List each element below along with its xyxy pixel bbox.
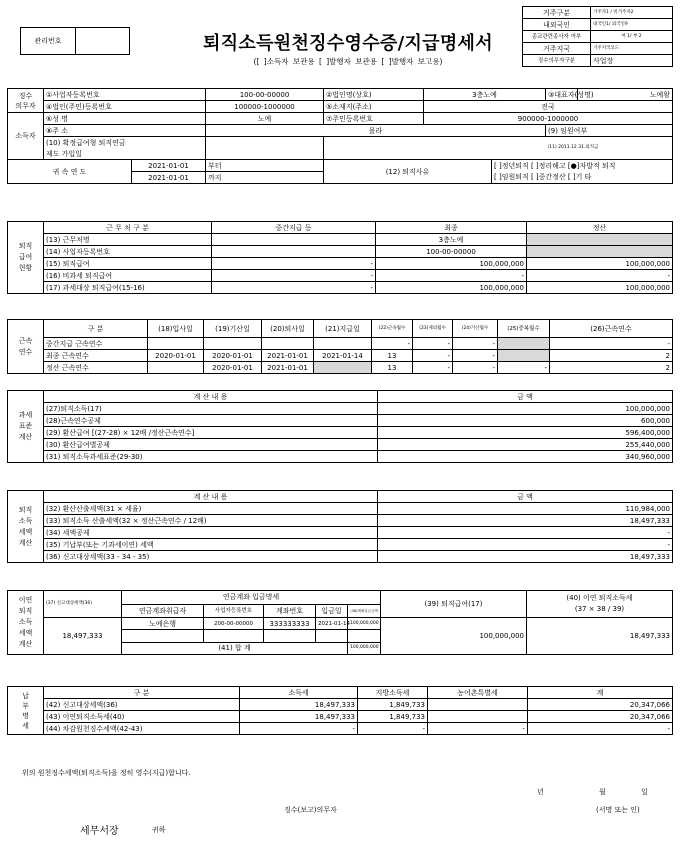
date-year: 년 xyxy=(537,788,544,796)
payroll-settle-value[interactable]: - xyxy=(527,270,673,282)
tenure-header-overlap: (25)중복월수 xyxy=(498,320,550,338)
management-number-label: 관리번호 xyxy=(21,28,76,55)
rep-label: ③대표자(성명) xyxy=(546,89,578,101)
taxcalc-amount[interactable]: - xyxy=(378,527,673,539)
payer-earner-table xyxy=(7,88,673,184)
tenure-cell[interactable]: 2020-01-01 xyxy=(204,350,262,362)
c40-label: (40) 이연 퇴직소득세 (37 × 38 / 39) xyxy=(527,591,673,618)
payroll-mid-value[interactable] xyxy=(212,234,376,246)
taxcalc-header-content: 계 산 내 용 xyxy=(44,491,378,503)
payer-section-label: 징수 의무자 xyxy=(8,89,44,113)
earner-rrn-label: ⑦주민등록번호 xyxy=(324,113,424,125)
payroll-row-label: (16) 비과세 퇴직급여 xyxy=(44,270,212,282)
table-row xyxy=(8,539,673,551)
religious-worker-label: 종교관련종사자 여부 xyxy=(523,31,591,43)
withholder-type-label: 징수의무자구분 xyxy=(523,55,591,67)
form-title: 퇴직소득원천징수영수증/지급명세서 xyxy=(203,33,493,54)
table-row xyxy=(8,618,673,630)
tenure-cell[interactable]: 2020-01-01 xyxy=(148,350,204,362)
payment-header-type: 구 분 xyxy=(44,687,240,699)
tenure-cell[interactable]: - xyxy=(413,362,453,374)
table-row xyxy=(8,723,673,735)
tenure-cell[interactable]: 2021-01-14 xyxy=(314,350,372,362)
taxbase-row-label: (30) 환산급여별공제 xyxy=(44,439,378,451)
payroll-header-type: 근 무 처 구 분 xyxy=(44,222,212,234)
pension-total-label: (41) 합 계 xyxy=(122,642,348,654)
taxcalc-amount[interactable]: 110,984,000 xyxy=(378,503,673,515)
payment-table xyxy=(7,686,673,735)
pension-bizno[interactable]: 200-00-00000 xyxy=(204,618,264,630)
tenure-row-label: 중간지급 근속연수 xyxy=(44,338,148,350)
taxbase-header-content: 계 산 내 용 xyxy=(44,391,378,403)
rep-value[interactable]: 노예왕 xyxy=(578,89,673,101)
pension-amount-blank[interactable] xyxy=(348,630,381,642)
c40-value[interactable]: 18,497,333 xyxy=(527,618,673,655)
tenure-header-years: (26)근속연수 xyxy=(550,320,673,338)
table-row xyxy=(8,551,673,563)
taxcalc-row-label: (32) 환산산출세액(31 × 세율) xyxy=(44,503,378,515)
religious-worker-value[interactable]: 여 1/ 부 2 xyxy=(591,31,673,43)
tax-base-table xyxy=(7,390,673,463)
tenure-header-months: (22)근속월수 xyxy=(372,320,413,338)
table-row xyxy=(8,515,673,527)
withholder-label: 징수(보고)의무자 xyxy=(284,806,337,814)
pension-join-date[interactable] xyxy=(206,137,324,160)
tenure-header-paid: (21)지급일 xyxy=(314,320,372,338)
earner-name-value[interactable]: 노예 xyxy=(206,113,324,125)
pension-label-2: 제도 가입일 xyxy=(44,148,206,160)
retire-reason-line-1[interactable]: [ ]정년퇴직 [ ]정리해고 [●]자발적 퇴직 xyxy=(492,160,673,172)
payroll-settle-value xyxy=(527,246,673,258)
table-row xyxy=(8,711,673,723)
honorific-label: 귀하 xyxy=(152,826,166,834)
table-row xyxy=(8,699,673,711)
c37-value[interactable]: 18,497,333 xyxy=(44,618,122,655)
payment-cell[interactable]: - xyxy=(528,723,673,735)
tenure-cell[interactable] xyxy=(314,338,372,350)
tenure-header-join: (18)입사일 xyxy=(148,320,204,338)
taxbase-row-label: (27)퇴직소득(17) xyxy=(44,403,378,415)
payment-header-rural: 농어촌특별세 xyxy=(428,687,528,699)
payment-cell[interactable]: - xyxy=(358,723,428,735)
tenure-row-label: 정산 근속연수 xyxy=(44,362,148,374)
taxbase-amount[interactable]: 600,000 xyxy=(378,415,673,427)
c39-label: (39) 퇴직급여(17) xyxy=(381,591,527,618)
payroll-mid-value[interactable]: - xyxy=(212,282,376,294)
tenure-cell[interactable]: - xyxy=(413,338,453,350)
taxcalc-row-label: (33) 퇴직소득 산출세액(32 × 정산근속연수 / 12배) xyxy=(44,515,378,527)
table-row xyxy=(8,503,673,515)
payment-cell[interactable]: 1,849,733 xyxy=(358,699,428,711)
tenure-cell[interactable]: - xyxy=(453,350,498,362)
pension-col-account: 계좌번호 xyxy=(264,604,316,618)
corp-reg-value[interactable]: 100000-1000000 xyxy=(206,101,324,113)
payroll-header-mid: 중간지급 등 xyxy=(212,222,376,234)
pension-col-provider: 연금계좌취급자 xyxy=(122,604,204,618)
period-to-suffix: 까지 xyxy=(206,172,324,184)
taxbase-amount[interactable]: 340,960,000 xyxy=(378,451,673,463)
table-row xyxy=(8,362,673,374)
pension-col-amount: (38)계좌입금금액 xyxy=(348,604,381,618)
payroll-final-value[interactable]: 100,000,000 xyxy=(376,258,527,270)
tenure-cell[interactable]: - xyxy=(498,362,550,374)
tenure-header-excluded: (23)제외월수 xyxy=(413,320,453,338)
payroll-final-value[interactable]: 100,000,000 xyxy=(376,282,527,294)
payment-row-label: (42) 신고대상세액(36) xyxy=(44,699,240,711)
tenure-cell[interactable] xyxy=(204,338,262,350)
c39-value[interactable]: 100,000,000 xyxy=(381,618,527,655)
tenure-cell[interactable] xyxy=(262,338,314,350)
table-row xyxy=(8,427,673,439)
pension-total-amount[interactable]: 100,000,000 xyxy=(348,642,381,654)
payroll-header-settle: 정산 xyxy=(527,222,673,234)
tax-office-label: 세무서장 xyxy=(80,826,119,837)
taxcalc-row-label: (34) 세액공제 xyxy=(44,527,378,539)
payroll-final-value[interactable]: 3층노예 xyxy=(376,234,527,246)
payroll-final-value[interactable]: 100-00-00000 xyxy=(376,246,527,258)
tenure-cell[interactable]: 13 xyxy=(372,350,413,362)
payment-cell[interactable] xyxy=(428,711,528,723)
payment-header-total: 계 xyxy=(528,687,673,699)
tenure-cell[interactable]: - xyxy=(453,362,498,374)
taxbase-section-label: 과세 표준 계산 xyxy=(8,391,44,463)
payroll-mid-value[interactable]: - xyxy=(212,270,376,282)
table-row xyxy=(8,234,673,246)
tax-calc-table xyxy=(7,490,673,563)
pension-statement-label: 연금계좌 입금명세 xyxy=(122,591,381,605)
payment-row-label: (44) 차감원천징수세액(42-43) xyxy=(44,723,240,735)
management-number-box xyxy=(20,27,130,55)
payroll-row-label: (17) 과세대상 퇴직급여(15-16) xyxy=(44,282,212,294)
date-month: 월 xyxy=(599,788,606,796)
period-from[interactable]: 2021-01-01 xyxy=(132,160,206,172)
pension-label-1: (10) 확정급여형 퇴직연금 xyxy=(44,137,206,149)
taxbase-amount[interactable]: 255,440,000 xyxy=(378,439,673,451)
management-number-value[interactable] xyxy=(76,28,130,55)
taxcalc-amount[interactable]: 18,497,333 xyxy=(378,515,673,527)
payroll-final-value[interactable]: - xyxy=(376,270,527,282)
residency-value[interactable]: 거주자1 / 비거주자2 xyxy=(591,7,673,19)
executive-label: (9) 임원여부 xyxy=(546,125,673,137)
payment-cell[interactable]: 18,497,333 xyxy=(240,711,358,723)
form-subtitle: ([ ]소득자 보관용 [ ]발행자 보관용 [ ]발행자 보고용) xyxy=(253,57,443,66)
tenure-section-label: 근속 연수 xyxy=(8,320,44,374)
taxbase-row-label: (29) 환산급여 [(27-28) × 12배 /정산근속연수] xyxy=(44,427,378,439)
nationality-value[interactable]: 내국인1/ 외국인9 xyxy=(591,19,673,31)
table-row xyxy=(8,338,673,350)
tenure-cell[interactable]: 2 xyxy=(550,350,673,362)
tenure-cell[interactable]: - xyxy=(550,338,673,350)
payroll-mid-value[interactable]: - xyxy=(212,258,376,270)
tenure-header-added: (24)가산월수 xyxy=(453,320,498,338)
payment-cell[interactable]: 18,497,333 xyxy=(240,699,358,711)
taxbase-amount[interactable]: 100,000,000 xyxy=(378,403,673,415)
table-row xyxy=(8,282,673,294)
pension-col-bizno: 사업자등록번호 xyxy=(204,604,264,618)
pension-amount[interactable]: 100,000,000 xyxy=(348,618,381,630)
tenure-header-leave: (20)퇴사일 xyxy=(262,320,314,338)
receipt-statement: 위의 원천징수세액(퇴직소득)을 정히 영수(지급)합니다. xyxy=(22,769,191,777)
tenure-cell[interactable]: 2021-01-01 xyxy=(262,362,314,374)
taxcalc-row-label: (35) 기납부(또는 기과세이연) 세액 xyxy=(44,539,378,551)
residency-label: 거주구분 xyxy=(523,7,591,19)
payroll-settle-value[interactable]: 100,000,000 xyxy=(527,258,673,270)
tenure-cell[interactable]: - xyxy=(453,338,498,350)
tenure-cell[interactable] xyxy=(148,362,204,374)
payment-cell[interactable]: - xyxy=(240,723,358,735)
corp-reg-label: ④법인(주민)등록번호 xyxy=(44,101,206,113)
tenure-cell xyxy=(314,362,372,374)
payroll-settle-value[interactable]: 100,000,000 xyxy=(527,282,673,294)
table-row xyxy=(8,439,673,451)
residency-info-table xyxy=(522,6,673,67)
addr-value[interactable]: 전국 xyxy=(424,101,673,113)
payment-header-local: 지방소득세 xyxy=(358,687,428,699)
tenure-cell xyxy=(498,338,550,350)
retirement-pay-note: (11) 2011.12.31.퇴직금 xyxy=(546,137,673,160)
taxbase-amount[interactable]: 596,400,000 xyxy=(378,427,673,439)
biz-no-value[interactable]: 100-00-00000 xyxy=(206,89,324,101)
table-row xyxy=(8,403,673,415)
taxbase-row-label: (28)근속연수공제 xyxy=(44,415,378,427)
payment-cell[interactable]: - xyxy=(428,723,528,735)
payroll-header-final: 최종 xyxy=(376,222,527,234)
withholder-type-value[interactable]: 사업장 xyxy=(591,55,673,67)
deferral-section-label: 이연 퇴직 소득 세액 계산 xyxy=(8,591,44,655)
deferral-table xyxy=(7,590,673,655)
payroll-row-label: (14) 사업자등록번호 xyxy=(44,246,212,258)
signature-label[interactable]: (서명 또는 인) xyxy=(596,806,640,814)
retire-reason-line-2[interactable]: [ ]임원퇴직 [ ]중간정산 [ ]기 타 xyxy=(492,172,673,184)
payment-cell[interactable]: 20,347,066 xyxy=(528,711,673,723)
table-row xyxy=(8,246,673,258)
payment-row-label: (43) 이연퇴직소득세(40) xyxy=(44,711,240,723)
payroll-row-label: (13) 근무처명 xyxy=(44,234,212,246)
biz-no-label: ①사업자등록번호 xyxy=(44,89,206,101)
pension-col-date: 입금일 xyxy=(316,604,348,618)
period-from-suffix: 부터 xyxy=(206,160,324,172)
tenure-cell xyxy=(498,350,550,362)
nationality-label: 내외국인 xyxy=(523,19,591,31)
table-row xyxy=(8,415,673,427)
payroll-row-label: (15) 퇴직급여 xyxy=(44,258,212,270)
corp-name-label: ②법인명(상호) xyxy=(324,89,424,101)
residence-country-value[interactable]: 거주지국코드 xyxy=(591,43,673,55)
taxcalc-header-amount: 금 액 xyxy=(378,491,673,503)
retirement-pay-table xyxy=(7,221,673,294)
tenure-cell[interactable]: 2020-01-01 xyxy=(204,362,262,374)
tenure-header-type: 구 분 xyxy=(44,320,148,338)
earner-addr-value[interactable]: 몰라 xyxy=(206,125,546,137)
payroll-mid-value[interactable] xyxy=(212,246,376,258)
earner-name-label: ⑥성 명 xyxy=(44,113,206,125)
tenure-cell[interactable]: 13 xyxy=(372,362,413,374)
tenure-cell[interactable]: - xyxy=(413,350,453,362)
table-row xyxy=(8,527,673,539)
taxcalc-amount[interactable]: 18,497,333 xyxy=(378,551,673,563)
tenure-row-label: 최종 근속연수 xyxy=(44,350,148,362)
tenure-cell[interactable]: - xyxy=(372,338,413,350)
taxcalc-row-label: (36) 신고대상세액(33 - 34 - 35) xyxy=(44,551,378,563)
addr-label: ⑤소재지(주소) xyxy=(324,101,424,113)
period-label: 귀 속 연 도 xyxy=(8,160,132,184)
taxcalc-section-label: 퇴직 소득 세액 계산 xyxy=(8,491,44,563)
earner-addr-label: ⑧주 소 xyxy=(44,125,206,137)
pension-date[interactable]: 2021-01-14 xyxy=(316,618,348,630)
payroll-section-label: 퇴직 급여 현황 xyxy=(8,222,44,294)
earner-rrn-value[interactable]: 900000-1000000 xyxy=(424,113,673,125)
tenure-header-base: (19)기산일 xyxy=(204,320,262,338)
table-row xyxy=(8,258,673,270)
date-day: 일 xyxy=(641,788,648,796)
tenure-cell[interactable]: 2021-01-01 xyxy=(262,350,314,362)
tenure-cell[interactable]: 2 xyxy=(550,362,673,374)
taxbase-row-label: (31) 퇴직소득과세표준(29-30) xyxy=(44,451,378,463)
payment-cell[interactable] xyxy=(428,699,528,711)
period-to[interactable]: 2021-01-01 xyxy=(132,172,206,184)
pension-provider[interactable]: 노예은행 xyxy=(122,618,204,630)
corp-name-value[interactable]: 3층노예 xyxy=(424,89,546,101)
payroll-settle-value xyxy=(527,234,673,246)
payment-cell[interactable]: 20,347,066 xyxy=(528,699,673,711)
retire-reason-label: (12) 퇴직사유 xyxy=(324,160,492,184)
payment-cell[interactable]: 1,849,733 xyxy=(358,711,428,723)
tenure-cell[interactable] xyxy=(148,338,204,350)
pension-account[interactable]: 333333333 xyxy=(264,618,316,630)
residence-country-label: 거주지국 xyxy=(523,43,591,55)
earner-section-label: 소득자 xyxy=(8,113,44,160)
taxbase-header-amount: 금 액 xyxy=(378,391,673,403)
table-row xyxy=(8,350,673,362)
taxcalc-amount[interactable]: - xyxy=(378,539,673,551)
c37-label: (37) 신고대상세액(36) xyxy=(44,591,122,618)
table-row xyxy=(8,270,673,282)
payment-header-income: 소득세 xyxy=(240,687,358,699)
table-row xyxy=(8,451,673,463)
tenure-table xyxy=(7,319,673,374)
payment-section-label: 납 부 명 세 xyxy=(8,687,44,735)
